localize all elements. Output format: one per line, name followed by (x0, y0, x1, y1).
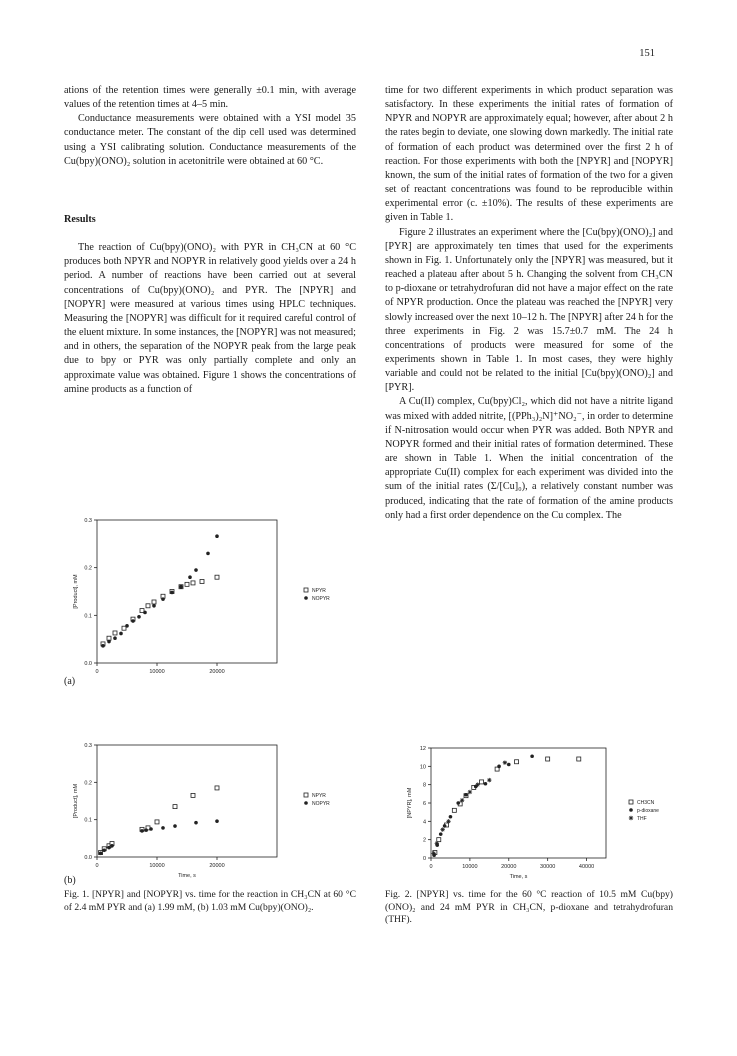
y-tick-label: 0.0 (84, 661, 92, 667)
data-point (107, 640, 111, 644)
figure-1b-chart (60, 740, 360, 879)
x-axis-label: Time, s (178, 873, 196, 879)
data-point (432, 851, 436, 855)
x-tick-label: 40000 (578, 864, 595, 870)
data-point (144, 828, 148, 832)
data-point (452, 808, 456, 812)
data-point (191, 793, 195, 797)
data-point (215, 819, 219, 823)
data-point (497, 765, 501, 769)
legend-marker (304, 588, 308, 592)
x-tick-label: 20000 (501, 864, 517, 870)
paragraph: ations of the retention times were generally ±0.1 min, with average values of the retention times at 4–5 min. (64, 85, 356, 111)
data-point (515, 760, 519, 764)
data-point (443, 824, 447, 828)
data-point (188, 575, 192, 579)
data-point (173, 824, 177, 828)
paragraph: The reaction of Cu(bpy)(ONO)₂ with PYR in CH₃CN at 60 °C produces both NPYR and NOPYR in relatively good yields over a 24 h period. A number of reactions have been carried out at several concentrations of Cu(bpy)(ONO)₂ and PYR. The [NPYR] and [NOPYR] were measured at various times using HPLC techniques. Measuring the [NOPYR] was difficult for it required careful control of the eluent mixture. In some instances, the [NOPYR] was not measured; and in others, the separation of the NOPYR peak from the large peak due to bpy or PYR was only partially complete and only an approximate value was obtained. Figure 1 shows the concentrations of amine products as a function of (64, 242, 356, 395)
data-point (484, 782, 488, 786)
section-heading: Results (64, 213, 96, 225)
x-tick-label: 20000 (209, 669, 225, 675)
figure-1a-plot (60, 512, 360, 675)
data-point (119, 632, 123, 636)
data-point (194, 568, 198, 572)
figure-2-chart (384, 740, 684, 880)
data-point (125, 624, 129, 628)
left-text-column (64, 84, 356, 397)
plot-frame (97, 745, 277, 857)
y-axis-label: [Product], mM (73, 783, 79, 819)
x-tick-label: 10000 (149, 669, 165, 675)
legend-marker (304, 793, 308, 797)
data-point (194, 821, 198, 825)
figure-1b-plot (60, 740, 360, 879)
figure-2-plot (384, 740, 684, 880)
data-point (149, 827, 153, 831)
data-point (475, 782, 479, 786)
figure-1a-chart (60, 512, 360, 675)
data-point (456, 801, 460, 805)
x-tick-label: 0 (429, 864, 433, 870)
y-tick-label: 0.0 (84, 855, 92, 861)
data-point (435, 841, 439, 845)
legend-marker (304, 801, 308, 805)
data-point (137, 615, 141, 619)
data-point (480, 780, 484, 784)
data-point (460, 798, 464, 802)
data-point (113, 636, 117, 640)
data-point (437, 838, 441, 842)
data-point (487, 778, 491, 782)
data-point (185, 582, 189, 586)
data-point (107, 636, 111, 640)
plot-frame (97, 520, 277, 663)
legend-label: p-dioxane (637, 808, 659, 814)
data-point (464, 793, 468, 797)
page-number: 151 (639, 48, 655, 59)
legend-label: NPYR (312, 588, 326, 594)
paragraph: Figure 2 illustrates an experiment where the [Cu(bpy)(ONO)₂] and [PYR] are approximately ten times that used for the experiments shown in Fig. 1. Unfortunately only the [NPYR] was measured, but it reached a plateau after about 5 h. Changing the solvent from CH₃CN to p-dioxane or tetrahydrofuran did not have a major effect on the rate of NPYR production. Once the plateau was reached the [NPYR] very slowly increased over the next 10–12 h. The [NPYR] after 24 h for the three experiments in Fig. 2 was 15.7±0.7 mM. The 24 h concentrations of products were measured for some of the experiments shown in Table 1. In most cases, they were highly variable and could not be related to the initial [Cu(bpy)(ONO)₂] and [PYR]. (385, 226, 673, 394)
legend-label: CH3CN (637, 800, 655, 806)
data-point (530, 754, 534, 758)
legend-marker (629, 808, 633, 812)
data-point (161, 597, 165, 601)
y-tick-label: 12 (419, 746, 426, 752)
data-point (143, 611, 147, 615)
y-tick-label: 4 (422, 819, 426, 826)
data-point (131, 619, 135, 623)
legend-label: NOPYR (312, 801, 330, 807)
data-point (161, 826, 165, 830)
data-point (468, 790, 472, 794)
data-point (110, 844, 114, 848)
data-point (140, 829, 144, 833)
x-tick-label: 30000 (540, 864, 556, 870)
x-tick-label: 0 (95, 669, 99, 675)
data-point (113, 631, 117, 635)
data-point (440, 827, 444, 831)
data-point (101, 644, 105, 648)
data-point (170, 591, 174, 595)
data-point (146, 604, 150, 608)
x-tick-label: 10000 (462, 864, 478, 870)
data-point (200, 579, 204, 583)
y-axis-label: [NPYR], mM (407, 787, 413, 819)
data-point (102, 848, 106, 852)
data-point (191, 581, 195, 585)
data-point (152, 604, 156, 608)
legend-label: NOPYR (312, 596, 330, 602)
panel-label-b: (b) (64, 875, 76, 886)
data-point (206, 552, 210, 556)
data-point (173, 805, 177, 809)
y-tick-label: 0.1 (84, 613, 92, 620)
data-point (449, 815, 453, 819)
figure-2-caption: Fig. 2. [NPYR] vs. time for the 60 °C reaction of 10.5 mM Cu(bpy)(ONO)₂ and 24 mM PYR in CH₃CN, p-dioxane and tetrahydrofuran (THF). (385, 889, 673, 925)
paragraph: time for two different experiments in which product separation was satisfactory. In these experiments the initial rates of formation of NPYR and NOPYR are approximately equal; however, after about 2 h the rates begin to deviate, one slowing down markedly. The initial rate of formation of each product was determined over the first 2 h of reaction. For those experiments with both the [NPYR] and [NOPYR] known, the sum of the initial rates of formation of the two for a given set of reactant concentrations was found to be reproducible within experimental error (c. ±10%). The results of these experiments are given in Table 1. (385, 85, 673, 224)
legend-marker (304, 596, 308, 600)
data-point (155, 820, 159, 824)
y-tick-label: 0.1 (84, 817, 92, 824)
legend-marker (629, 816, 633, 820)
y-tick-label: 2 (422, 837, 426, 844)
paragraph: Conductance measurements were obtained with a YSI model 35 conductance meter. The constant of the dip cell used was determined using a YSI calibrating solution. Conductance measurements of the Cu(bpy)(ONO)₂ solution in acetonitrile were obtained at 60 °C. (64, 113, 356, 167)
y-tick-label: 0 (422, 856, 426, 862)
legend-marker (629, 800, 633, 804)
x-tick-label: 0 (95, 863, 99, 869)
data-point (107, 846, 111, 850)
y-tick-label: 0.3 (84, 743, 92, 749)
y-tick-label: 0.2 (84, 565, 92, 572)
y-tick-label: 8 (422, 782, 426, 789)
data-point (503, 760, 507, 764)
legend-label: NPYR (312, 793, 326, 799)
y-tick-label: 6 (422, 801, 426, 807)
y-tick-label: 0.2 (84, 780, 92, 787)
y-tick-label: 10 (419, 764, 426, 771)
y-tick-label: 0.3 (84, 518, 92, 524)
x-tick-label: 20000 (209, 863, 225, 869)
data-point (215, 575, 219, 579)
paragraph: A Cu(II) complex, Cu(bpy)Cl₂, which did not have a nitrite ligand was mixed with added nitrite, [(PPh₃)₂N]⁺NO₂⁻, in order to determine if N-nitrosation would occur when PYR was added. Both NPYR and NOPYR formed and their initial rates of formation determined. These are shown in Table 1. When the initial concentration of the appropriate Cu(II) complex for each experiment was divided into the sum of the initial rates (Σ/[Cu]₀), a relatively constant number was produced, indicating that the rate of formation of the amine products only had a first order dependence on the Cu complex. The (385, 396, 673, 521)
y-axis-label: [Product], mM (73, 574, 79, 609)
figure-1-caption: Fig. 1. [NPYR] and [NOPYR] vs. time for the reaction in CH₃CN at 60 °C of 2.4 mM PYR and (a) 1.99 mM, (b) 1.03 mM Cu(bpy)(ONO)₂. (64, 889, 356, 913)
data-point (439, 832, 443, 836)
data-point (179, 585, 183, 589)
panel-label-a: (a) (64, 676, 76, 687)
data-point (446, 819, 450, 823)
data-point (577, 757, 581, 761)
data-point (122, 626, 126, 630)
data-point (215, 786, 219, 790)
data-point (546, 757, 550, 761)
data-point (507, 763, 511, 767)
data-point (152, 600, 156, 604)
right-text-column (385, 84, 673, 523)
x-tick-label: 10000 (149, 863, 165, 869)
data-point (215, 534, 219, 538)
x-axis-label: Time, s (509, 874, 528, 880)
data-point (99, 851, 103, 855)
legend-label: THF (637, 816, 647, 822)
